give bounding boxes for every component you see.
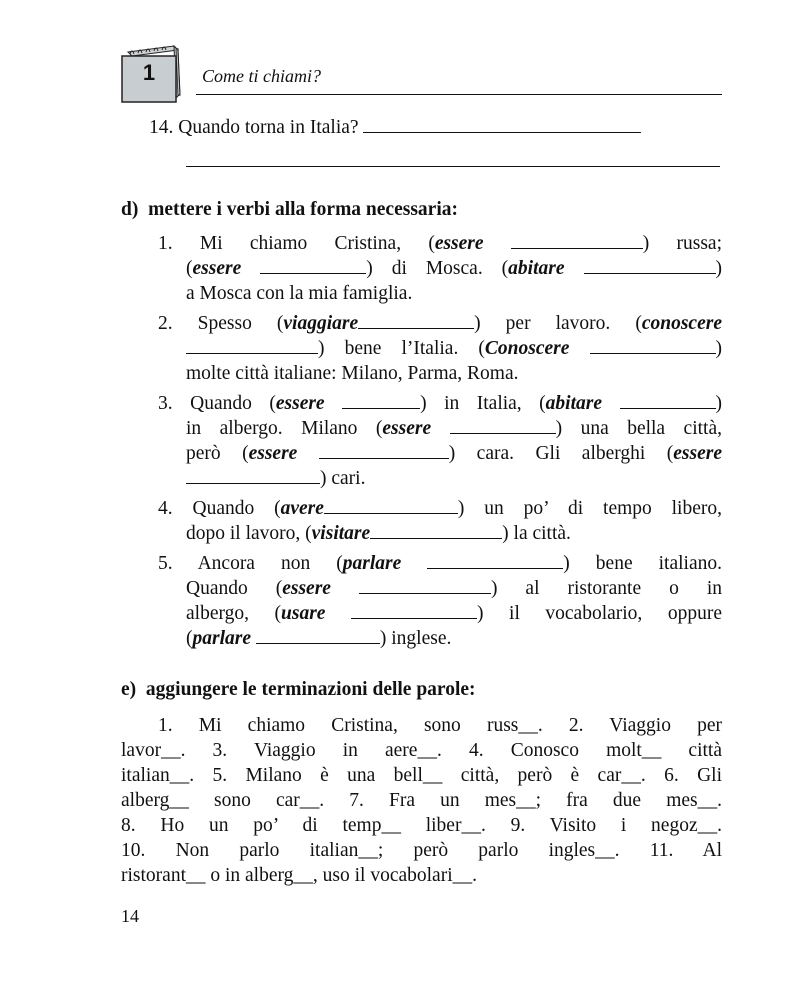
- answer-blank[interactable]: [584, 257, 716, 274]
- item-number: 4.: [158, 498, 173, 519]
- verb: abitare: [545, 393, 603, 414]
- list-item-line: molte città italiane: Milano, Parma, Roma.: [186, 363, 519, 384]
- verb: essere: [275, 393, 325, 414]
- item-text: ) una bella città,: [555, 418, 722, 439]
- verb: essere: [282, 578, 331, 599]
- list-item-line: (essere ) di Mosca. (abitare ): [186, 258, 722, 279]
- item-text: Ancora non (: [197, 553, 343, 574]
- paragraph-line: 10. Non parlo italian__; però parlo ingles__. 11. Al: [121, 840, 722, 861]
- answer-blank[interactable]: [324, 497, 458, 514]
- page-number: 14: [121, 906, 139, 926]
- item-text: dopo il lavoro, (: [186, 523, 312, 544]
- verb: essere: [434, 233, 484, 254]
- section-d-letter: d): [121, 199, 139, 220]
- verb: parlare: [342, 553, 402, 574]
- verb: viaggiare: [283, 313, 359, 334]
- chapter-title: Come ti chiami?: [202, 66, 321, 86]
- item-text: (: [186, 628, 193, 649]
- list-item: [158, 232, 722, 256]
- verb: usare: [281, 603, 326, 624]
- item-text: Quando (: [190, 393, 276, 414]
- answer-blank[interactable]: [342, 392, 420, 409]
- list-item-line: [186, 577, 722, 601]
- answer-blank[interactable]: [256, 627, 380, 644]
- item-text: ) per lavoro. (: [474, 313, 642, 334]
- answer-blank[interactable]: [363, 116, 641, 133]
- section-e-title: aggiungere le terminazioni delle parole:: [145, 679, 476, 700]
- paragraph-line: ristorant__ o in alberg__, uso il vocabolari__.: [121, 865, 477, 886]
- item-text: ) al ristorante o in: [490, 578, 722, 599]
- item-text: però (: [186, 443, 249, 464]
- answer-blank[interactable]: [427, 552, 563, 569]
- item-text: ) inglese.: [379, 628, 452, 649]
- paragraph-line: alberg__ sono car__. 7. Fra un mes__; fra due mes__.: [121, 790, 722, 811]
- section-d-title: mettere i verbi alla forma necessaria:: [148, 199, 458, 220]
- paragraph-line: 1. Mi chiamo Cristina, sono russ__. 2. Viaggio per: [158, 715, 722, 736]
- answer-blank[interactable]: [186, 150, 720, 167]
- verb: abitare: [508, 258, 565, 279]
- list-item-line: [186, 467, 365, 491]
- paragraph-line: 8. Ho un po’ di temp__ liber__. 9. Visito i negoz__.: [121, 815, 722, 836]
- answer-blank[interactable]: [319, 442, 449, 459]
- list-item: [158, 392, 722, 416]
- verb: Conoscere: [484, 338, 570, 359]
- item-number: 1.: [158, 233, 173, 254]
- answer-blank[interactable]: [370, 522, 502, 539]
- item-text: ): [715, 393, 723, 414]
- chapter-number: 1: [142, 60, 156, 85]
- item-text: Spesso (: [197, 313, 284, 334]
- item-text: Quando (: [192, 498, 281, 519]
- list-item-line: a Mosca con la mia famiglia.: [186, 283, 413, 304]
- item-number: 5.: [158, 553, 173, 574]
- paragraph-line: lavor__. 3. Viaggio in aere__. 4. Conosco molt__ città: [121, 740, 722, 761]
- answer-blank[interactable]: [359, 577, 491, 594]
- verb: avere: [280, 498, 324, 519]
- item-text: ) la città.: [502, 523, 571, 544]
- paragraph-line: italian__. 5. Milano è una bell__ città, però è car__. 6. Gli: [121, 765, 722, 786]
- answer-blank[interactable]: [511, 232, 643, 249]
- verb: parlare: [192, 628, 251, 649]
- answer-blank[interactable]: [260, 257, 366, 274]
- item-text: ) di Mosca. (: [366, 258, 509, 279]
- verb: visitare: [311, 523, 371, 544]
- answer-blank[interactable]: [358, 312, 474, 329]
- question-14-text: Quando torna in Italia?: [178, 117, 359, 138]
- question-14-answer-line: [186, 150, 720, 174]
- item-text: Quando (: [186, 578, 283, 599]
- section-d-heading: [121, 198, 458, 222]
- item-text: ): [715, 258, 722, 279]
- item-number: 2.: [158, 313, 173, 334]
- answer-blank[interactable]: [620, 392, 716, 409]
- answer-blank[interactable]: [186, 467, 320, 484]
- verb: essere: [192, 258, 242, 279]
- item-text: in albergo. Milano (: [186, 418, 383, 439]
- item-text: ) cari.: [320, 468, 366, 489]
- item-number: 3.: [158, 393, 173, 414]
- list-item-line: [186, 627, 451, 651]
- list-item-line: [186, 417, 722, 441]
- item-text: ) bene l’Italia. (: [318, 338, 485, 359]
- item-text: ) bene italiano.: [563, 553, 722, 574]
- question-14: [149, 116, 641, 140]
- item-text: ) un po’ di tempo libero,: [457, 498, 722, 519]
- verb: essere: [382, 418, 432, 439]
- list-item: [158, 312, 722, 336]
- answer-blank[interactable]: [590, 337, 716, 354]
- answer-blank[interactable]: [450, 417, 556, 434]
- item-text: ): [715, 338, 723, 359]
- section-e-heading: [121, 678, 476, 702]
- answer-blank[interactable]: [351, 602, 477, 619]
- item-text: ) in Italia, (: [420, 393, 546, 414]
- header-rule: [196, 94, 722, 95]
- list-item: [158, 552, 722, 576]
- list-item-line: [186, 337, 722, 361]
- item-text: albergo, (: [186, 603, 282, 624]
- list-item-line: [186, 602, 722, 626]
- item-text: Mi chiamo Cristina, (: [199, 233, 435, 254]
- list-item: [158, 497, 722, 521]
- answer-blank[interactable]: [186, 337, 318, 354]
- list-item-line: [186, 522, 571, 546]
- item-text: ) cara. Gli alberghi (: [448, 443, 674, 464]
- item-text: ) russa;: [642, 233, 722, 254]
- list-item-line: [186, 442, 722, 466]
- item-text: ) il vocabolario, oppure: [477, 603, 722, 624]
- question-14-number: 14.: [149, 117, 174, 138]
- verb: essere: [248, 443, 298, 464]
- verb: essere: [673, 443, 722, 464]
- verb: conoscere: [641, 313, 722, 334]
- section-e-letter: e): [121, 679, 137, 700]
